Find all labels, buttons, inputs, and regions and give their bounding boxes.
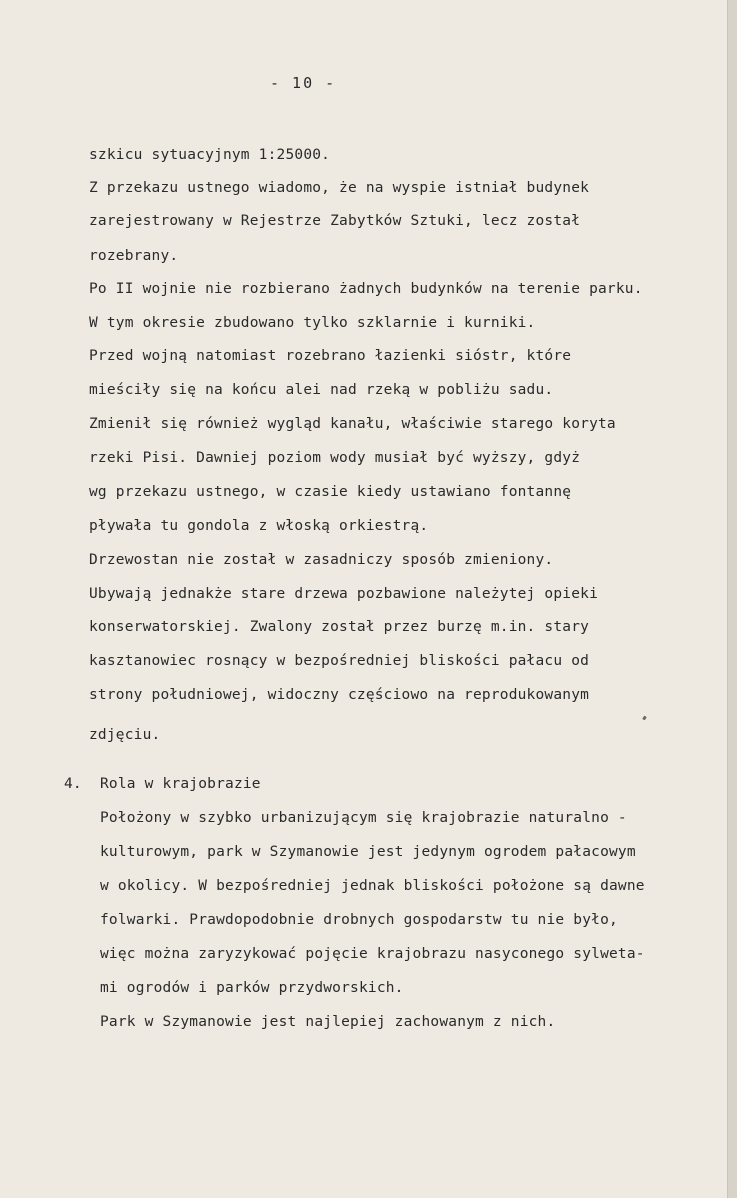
text-line: strony południowej, widoczny częściowo na reprodukowanym [89,687,590,703]
text-line: zdjęciu. [89,727,161,743]
text-line: rzeki Pisi. Dawniej poziom wody musiał być wyższy, gdyż [89,450,581,466]
text-line: W tym okresie zbudowano tylko szklarnie i kurniki. [89,315,536,331]
text-line: pływała tu gondola z włoską orkiestrą. [89,518,429,534]
text-line: Zmienił się również wygląd kanału, właściwie starego koryta [89,416,616,432]
ink-mark [642,716,647,721]
text-line: konserwatorskiej. Zwalony został przez burzę m.in. stary [89,619,590,635]
text-line: kulturowym, park w Szymanowie jest jedynym ogrodem pałacowym [100,844,636,860]
text-line: szkicu sytuacyjnym 1:25000. [89,147,331,163]
text-line: Park w Szymanowie jest najlepiej zachowanym z nich. [100,1014,556,1030]
section-number: 4. [64,776,82,792]
text-line: więc można zaryzykować pojęcie krajobrazu nasyconego sylweta- [100,946,645,962]
text-line: Ubywają jednakże stare drzewa pozbawione należytej opieki [89,586,598,602]
text-line: Z przekazu ustnego wiadomo, że na wyspie istniał budynek [89,180,590,196]
text-line: mieściły się na końcu alei nad rzeką w pobliżu sadu. [89,382,554,398]
text-line: rozebrany. [89,248,179,264]
text-line: kasztanowiec rosnący w bezpośredniej bliskości pałacu od [89,653,590,669]
page-number: - 10 - [270,74,337,92]
text-line: mi ogrodów i parków przydworskich. [100,980,404,996]
text-line: Przed wojną natomiast rozebrano łazienki sióstr, które [89,348,572,364]
page-edge [727,0,737,1198]
text-line: wg przekazu ustnego, w czasie kiedy ustawiano fontannę [89,484,572,500]
text-line: Drzewostan nie został w zasadniczy sposób zmieniony. [89,552,554,568]
text-line: Położony w szybko urbanizującym się krajobrazie naturalno - [100,810,627,826]
text-line: Po II wojnie nie rozbierano żadnych budynków na terenie parku. [89,281,643,297]
text-line: zarejestrowany w Rejestrze Zabytków Sztuki, lecz został [89,213,581,229]
section-heading: Rola w krajobrazie [100,776,261,792]
text-line: w okolicy. W bezpośredniej jednak bliskości położone są dawne [100,878,645,894]
text-line: folwarki. Prawdopodobnie drobnych gospodarstw tu nie było, [100,912,618,928]
